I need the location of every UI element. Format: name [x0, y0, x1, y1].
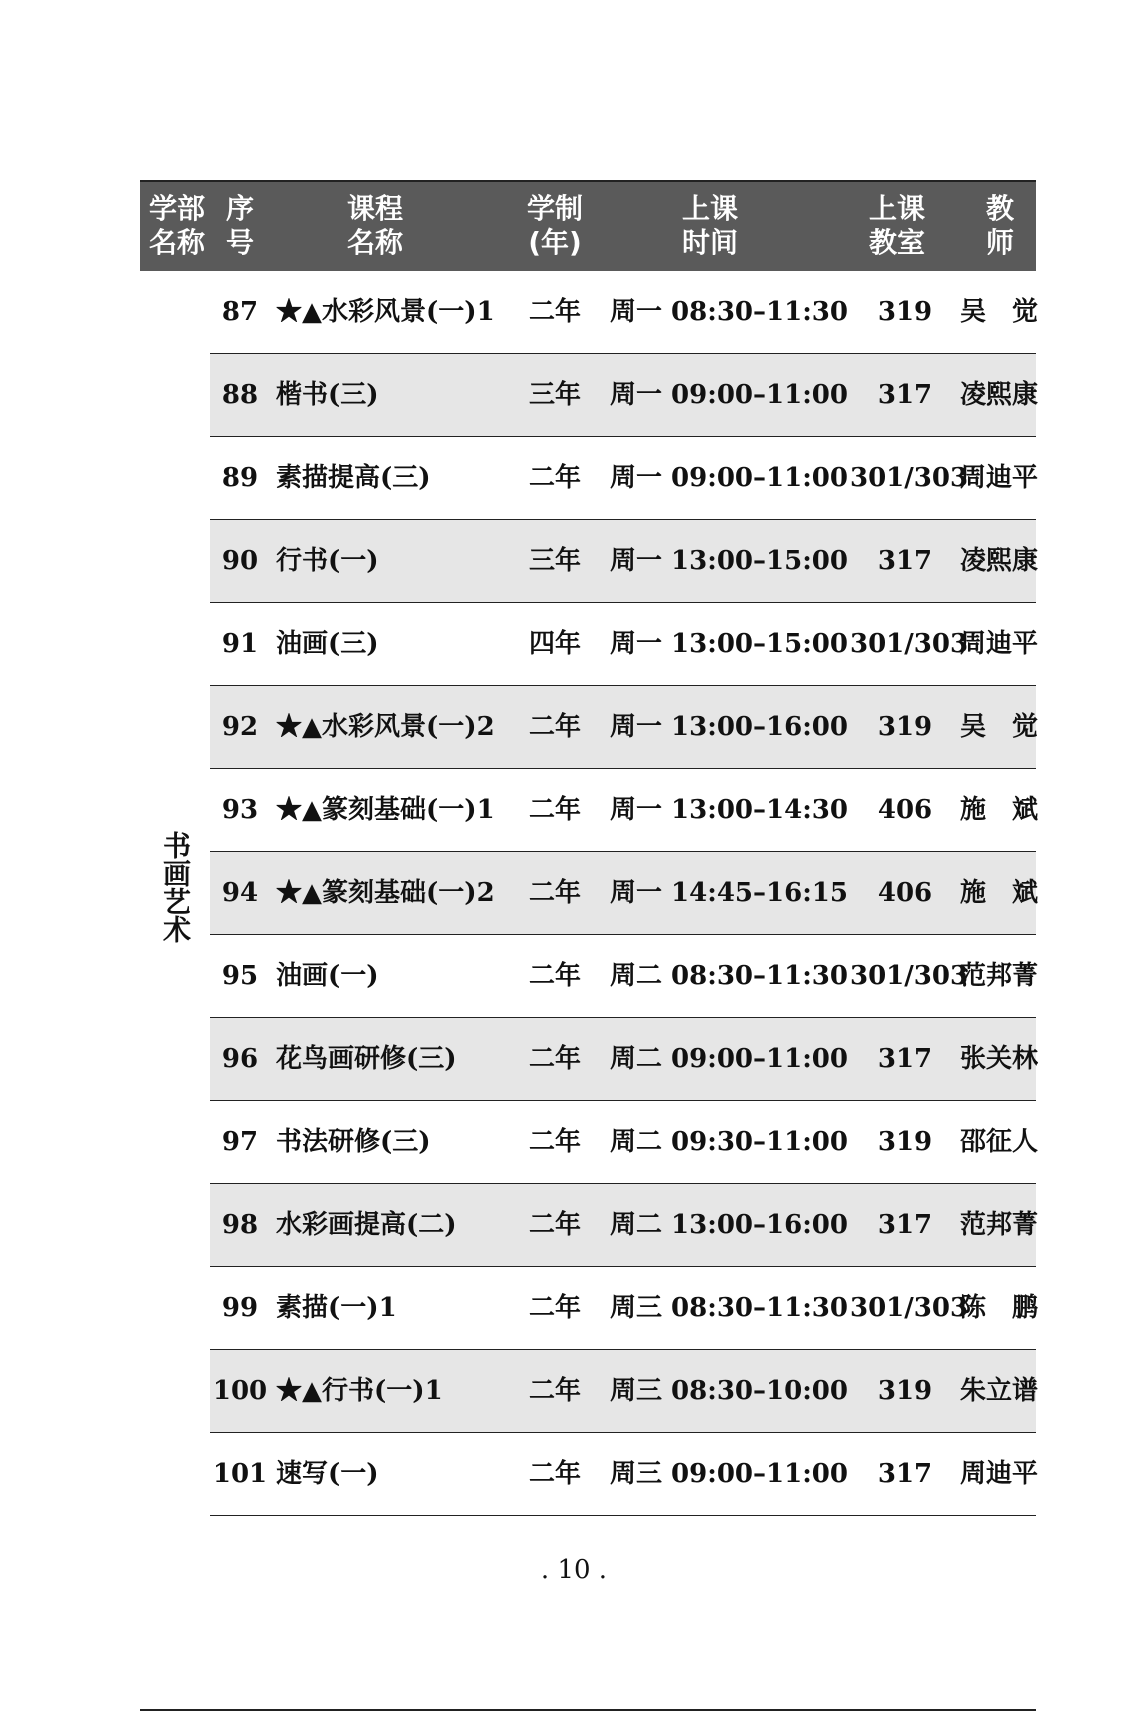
- teacher-name: 周迪平: [960, 1459, 1039, 1489]
- classroom: 317: [877, 1044, 933, 1074]
- header-text: 时间: [681, 226, 738, 259]
- teacher-name: 范邦菁: [960, 1210, 1039, 1240]
- teacher-name: 凌熙康: [960, 380, 1039, 410]
- class-time: 周二 08:30–11:30: [610, 961, 848, 991]
- teacher-name: 吴 觉: [960, 712, 1039, 742]
- classroom: 301/303: [850, 961, 969, 991]
- header-room: [852, 192, 942, 260]
- course-number: 100: [212, 1376, 268, 1406]
- teacher-name: 凌熙康: [960, 546, 1039, 576]
- header-department: [144, 192, 210, 260]
- teacher-name: 张关林: [960, 1044, 1039, 1074]
- table-header: [140, 180, 1036, 271]
- header-text: 学制: [526, 192, 583, 225]
- course-duration: 二年: [528, 795, 581, 825]
- header-years: [510, 192, 600, 260]
- classroom: 301/303: [850, 463, 969, 493]
- course-name: 油画(一): [276, 961, 379, 991]
- teacher-name: 周迪平: [960, 629, 1039, 659]
- table-row: [210, 769, 1039, 852]
- course-number: 93: [221, 795, 259, 825]
- course-duration: 二年: [528, 1293, 581, 1323]
- teacher-name: 陈 鹏: [960, 1293, 1039, 1323]
- class-time: 周三 09:00–11:00: [610, 1459, 848, 1489]
- course-number: 90: [221, 546, 259, 576]
- course-duration: 二年: [528, 1459, 581, 1489]
- course-number: 98: [221, 1210, 259, 1240]
- page-number: . 10 .: [540, 1555, 608, 1585]
- classroom: 317: [877, 1459, 933, 1489]
- header-text: 上课: [868, 192, 925, 225]
- teacher-name: 施 斌: [960, 878, 1039, 908]
- department-column: [140, 271, 210, 1709]
- course-name: 素描(一)1: [276, 1293, 397, 1323]
- teacher-name: 吴 觉: [960, 297, 1039, 327]
- classroom: 317: [877, 546, 933, 576]
- table-row: [210, 1184, 1039, 1267]
- teacher-name: 周迪平: [960, 463, 1039, 493]
- course-duration: 二年: [528, 297, 581, 327]
- header-text: 教室: [868, 226, 925, 259]
- table-row: [210, 1350, 1039, 1433]
- classroom: 301/303: [850, 629, 969, 659]
- header-number: [210, 192, 270, 260]
- class-time: 周三 08:30–11:30: [610, 1293, 848, 1323]
- class-time: 周一 13:00–15:00: [610, 546, 848, 576]
- course-duration: 二年: [528, 878, 581, 908]
- table-row: [210, 1018, 1039, 1101]
- course-number: 101: [212, 1459, 268, 1489]
- course-name: ★▲行书(一)1: [276, 1376, 443, 1406]
- course-name: ★▲篆刻基础(一)2: [276, 878, 495, 908]
- course-number: 88: [221, 380, 259, 410]
- header-text: 序: [225, 192, 254, 225]
- classroom: 406: [877, 878, 933, 908]
- class-time: 周一 09:00–11:00: [610, 463, 848, 493]
- course-name: 花鸟画研修(三): [276, 1044, 457, 1074]
- course-duration: 二年: [528, 1127, 581, 1157]
- course-name: 水彩画提高(二): [276, 1210, 457, 1240]
- course-duration: 二年: [528, 463, 581, 493]
- class-time: 周一 13:00–14:30: [610, 795, 848, 825]
- course-name: 速写(一): [276, 1459, 379, 1489]
- header-text: 名称: [346, 226, 403, 259]
- class-time: 周一 09:00–11:00: [610, 380, 848, 410]
- course-number: 89: [221, 463, 259, 493]
- course-number: 91: [221, 629, 259, 659]
- classroom: 317: [877, 380, 933, 410]
- course-duration: 四年: [528, 629, 581, 659]
- header-course: [300, 192, 450, 260]
- class-time: 周二 13:00–16:00: [610, 1210, 848, 1240]
- class-time: 周三 08:30–10:00: [610, 1376, 848, 1406]
- table-row: [210, 1433, 1039, 1516]
- course-number: 95: [221, 961, 259, 991]
- course-duration: 二年: [528, 1210, 581, 1240]
- classroom: 406: [877, 795, 933, 825]
- table-row: [210, 271, 1039, 354]
- course-name: 素描提高(三): [276, 463, 431, 493]
- course-duration: 三年: [528, 546, 581, 576]
- header-teacher: [970, 192, 1030, 260]
- course-number: 97: [221, 1127, 259, 1157]
- course-name: ★▲篆刻基础(一)1: [276, 795, 495, 825]
- header-text: 号: [225, 226, 254, 259]
- table-row: [210, 437, 1039, 520]
- class-time: 周一 14:45–16:15: [610, 878, 848, 908]
- class-time: 周二 09:30–11:00: [610, 1127, 848, 1157]
- table-row: [210, 935, 1039, 1018]
- course-name: ★▲水彩风景(一)1: [276, 297, 495, 327]
- table-row: [210, 520, 1039, 603]
- classroom: 319: [877, 1127, 933, 1157]
- header-text: 师: [985, 226, 1014, 259]
- classroom: 317: [877, 1210, 933, 1240]
- table-row: [210, 852, 1039, 935]
- header-text: 学部: [148, 192, 205, 225]
- table-row: [210, 1267, 1039, 1350]
- teacher-name: 邵征人: [960, 1127, 1039, 1157]
- course-duration: 二年: [528, 712, 581, 742]
- classroom: 319: [877, 712, 933, 742]
- course-number: 92: [221, 712, 259, 742]
- teacher-name: 范邦菁: [960, 961, 1039, 991]
- course-number: 96: [221, 1044, 259, 1074]
- header-text: (年): [528, 226, 582, 259]
- course-name: 楷书(三): [276, 380, 379, 410]
- header-time: [660, 192, 760, 260]
- course-number: 99: [221, 1293, 259, 1323]
- department-name: 书画艺术: [159, 831, 192, 943]
- class-time: 周一 08:30–11:30: [610, 297, 848, 327]
- header-text: 上课: [681, 192, 738, 225]
- course-name: 行书(一): [276, 546, 379, 576]
- course-duration: 二年: [528, 1044, 581, 1074]
- header-text: 名称: [148, 226, 205, 259]
- header-text: 课程: [346, 192, 403, 225]
- course-duration: 二年: [528, 961, 581, 991]
- classroom: 301/303: [850, 1293, 969, 1323]
- table-row: [210, 686, 1039, 769]
- table-row: [210, 1101, 1039, 1184]
- course-duration: 二年: [528, 1376, 581, 1406]
- class-time: 周二 09:00–11:00: [610, 1044, 848, 1074]
- course-number: 94: [221, 878, 259, 908]
- table-row: [210, 603, 1039, 686]
- course-duration: 三年: [528, 380, 581, 410]
- course-name: 油画(三): [276, 629, 379, 659]
- course-name: 书法研修(三): [276, 1127, 431, 1157]
- class-time: 周一 13:00–16:00: [610, 712, 848, 742]
- class-time: 周一 13:00–15:00: [610, 629, 848, 659]
- teacher-name: 施 斌: [960, 795, 1039, 825]
- course-name: ★▲水彩风景(一)2: [276, 712, 495, 742]
- course-number: 87: [221, 297, 259, 327]
- classroom: 319: [877, 297, 933, 327]
- classroom: 319: [877, 1376, 933, 1406]
- header-text: 教: [985, 192, 1014, 225]
- teacher-name: 朱立谱: [960, 1376, 1039, 1406]
- table-row: [210, 354, 1039, 437]
